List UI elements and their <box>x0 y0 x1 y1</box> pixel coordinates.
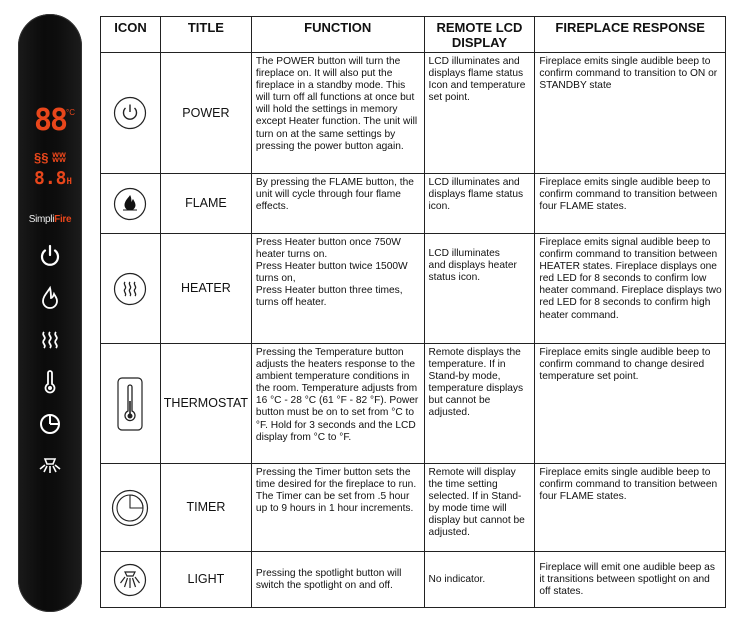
remote-thermostat-button[interactable] <box>36 368 64 396</box>
table-row-thermostat <box>101 344 726 464</box>
header-title: TITLE <box>160 17 251 53</box>
icon-cell <box>101 53 161 174</box>
remote-timer-button[interactable] <box>36 410 64 438</box>
function-table <box>100 16 726 608</box>
header-remote-lcd: REMOTE LCD DISPLAY <box>424 17 535 53</box>
heater-icon <box>36 326 64 354</box>
heater-icon <box>113 272 147 306</box>
row-display: LCD illuminates and displays flame status icon. <box>424 174 535 234</box>
lcd-temperature: 88 <box>34 103 67 138</box>
display-line: and displays heater status icon. <box>428 260 517 284</box>
lcd-timer-unit: H <box>66 177 72 187</box>
table-row-timer <box>101 464 726 552</box>
flame-icon <box>36 284 64 312</box>
function-line: Press Heater button twice 1500W turns on, <box>255 261 408 285</box>
table-row-flame <box>101 174 726 234</box>
row-title: THERMOSTAT <box>160 344 251 464</box>
timer-icon <box>36 410 64 438</box>
flame-icon <box>113 187 147 221</box>
spotlight-icon <box>36 452 64 480</box>
lcd-timer <box>34 168 72 189</box>
row-function: Pressing the Timer button sets the time desired for the fireplace to run. The Timer can be set from .5 hour up to 9 hours in 1 hour increments. <box>251 464 424 552</box>
display-line: LCD illuminates <box>428 248 500 259</box>
icon-cell <box>101 174 161 234</box>
brand-part1: Simpli <box>28 214 55 225</box>
table-row-power <box>101 53 726 174</box>
header-fireplace-response: FIREPLACE RESPONSE <box>535 17 726 53</box>
table-row-light <box>101 552 726 608</box>
timer-icon <box>111 489 149 527</box>
icon-cell <box>101 464 161 552</box>
row-display: No indicator. <box>424 552 535 608</box>
lcd-timer-value: 8.8 <box>34 168 67 189</box>
icon-cell <box>101 234 161 344</box>
row-response: Fireplace emits signal audible beep to confirm command to transition between HEATER states. Fireplace displays one red LED for 8 seconds to confirm low heater command. Fireplace displays two red LED for 8 seconds to confirm high heater command. <box>535 234 726 344</box>
remote-heater-button[interactable] <box>36 326 64 354</box>
function-line: Press Heater button once 750W heater turns on. <box>255 237 401 261</box>
row-response: Fireplace emits single audible beep to confirm command to transition between four FLAME states. <box>535 464 726 552</box>
row-function <box>251 234 424 344</box>
remote-lcd <box>32 103 75 198</box>
power-icon <box>113 96 147 130</box>
remote-flame-button[interactable] <box>36 284 64 312</box>
row-title: FLAME <box>160 174 251 234</box>
row-response: Fireplace emits single audible beep to confirm command to transition to ON or STANDBY state <box>535 53 726 174</box>
row-response: Fireplace will emit one audible beep as it transitions between spotlight on and off states. <box>535 552 726 608</box>
row-function: By pressing the FLAME button, the unit will cycle through four flame effects. <box>251 174 424 234</box>
row-display: Remote will display the time setting selected. If in Stand-by mode time will display but cannot be adjusted. <box>424 464 535 552</box>
row-function: Pressing the Temperature button adjusts the heaters response to the ambient temperature conditions in the room. Temperature adjusts from 16 °C - 28 °C (61 °F - 82 °F). Power button must be on to set from °C to °F. Hold for 3 seconds and the LCD display from °C to °F. <box>251 344 424 464</box>
row-title: TIMER <box>160 464 251 552</box>
header-icon: ICON <box>101 17 161 53</box>
function-line: Press Heater button three times, turns off heater. <box>255 285 403 309</box>
row-title: LIGHT <box>160 552 251 608</box>
remote-power-button[interactable] <box>36 242 64 270</box>
row-response: Fireplace emits single audible beep to confirm command to transition between four FLAME states. <box>535 174 726 234</box>
row-title: POWER <box>160 53 251 174</box>
row-title: HEATER <box>160 234 251 344</box>
table-header-row <box>101 17 726 53</box>
power-icon <box>36 242 64 270</box>
brand-part2: Fire <box>54 214 72 225</box>
header-function: FUNCTION <box>251 17 424 53</box>
icon-cell <box>101 552 161 608</box>
row-display: LCD illuminates and displays flame status Icon and temperature set point. <box>424 53 535 174</box>
brand-logo <box>22 214 78 225</box>
row-display <box>424 234 535 344</box>
spotlight-icon <box>113 563 147 597</box>
thermometer-icon <box>117 377 143 431</box>
row-function: The POWER button will turn the fireplace on. It will also put the fireplace in a standby mode. This will turn off all functions at once but will hold the settings in memory except Heater function. The unit will turn on at the same settings by pressing the power button again. <box>251 53 424 174</box>
thermometer-icon <box>36 368 64 396</box>
remote-light-button[interactable] <box>36 452 64 480</box>
lcd-flame-heat: §§ ʬʬ <box>34 150 66 165</box>
table-row-heater <box>101 234 726 344</box>
icon-cell <box>101 344 161 464</box>
row-function: Pressing the spotlight button will switch the spotlight on and off. <box>251 552 424 608</box>
row-display: Remote displays the temperature. If in Stand-by mode, temperature displays but cannot be adjusted. <box>424 344 535 464</box>
remote-control <box>18 14 82 612</box>
lcd-degree: °C <box>66 108 75 117</box>
row-response: Fireplace emits single audible beep to confirm command to change desired temperature set point. <box>535 344 726 464</box>
